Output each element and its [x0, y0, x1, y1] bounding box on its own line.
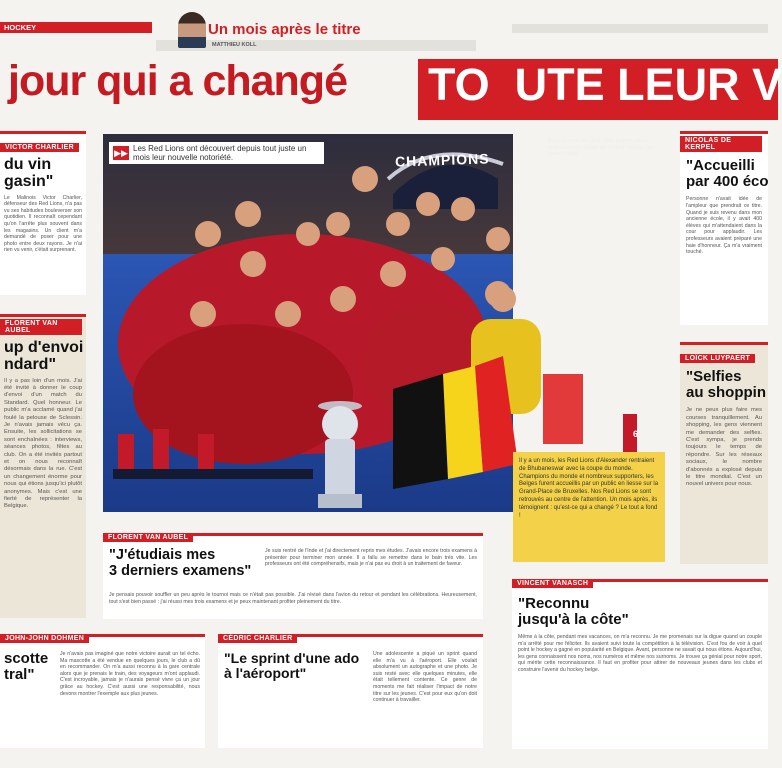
- bottom-mid-tag: CÉDRIC CHARLIER: [218, 634, 297, 643]
- kicker: Un mois après le titre: [208, 21, 361, 38]
- headline-box: [418, 59, 782, 120]
- bottom-left-article: [0, 634, 205, 748]
- right-box-1: [680, 131, 768, 325]
- right-box-2-text: Je ne peux plus faire mes courses tranquillement. Au shopping, les gens viennent me demander des selfies. C'est sympa, je prends toujours le temps de répondre. Sur les réseaux sociaux, le nombre d'abonnés a explosé depuis le titre mondial. C'est un nouvel univers pour nous.: [686, 407, 762, 488]
- bottom-right-text: Même à la côte, pendant mes vacances, on m'a reconnu. Je me promenais sur la digue quand un couple m'a arrêté pour me féliciter. Ils avaient suivi toute la compétition à la télévision. C'est fou de voir à quel point le hockey a gagné en popularité en Belgique. Avant, personne ne savait qui nous étions. Aujourd'hui, les gens connaissent nos noms, nos numéros et même nos surnoms. Je trouve ça génial pour notre sport, qui mérite cette reconnaissance. Il faut en profiter pour attirer de nouveaux jeunes dans les clubs et construire l'avenir du hockey belge.: [518, 634, 762, 673]
- mid-article-headline: "J'étudiais mes 3 derniers examens": [109, 547, 252, 579]
- champions-banner: CHAMPIONS: [394, 150, 490, 170]
- mid-article-tag: FLORENT VAN AUBEL: [103, 533, 193, 542]
- bottom-left-tag: JOHN-JOHN DOHMEN: [0, 634, 89, 643]
- section-bar: [0, 22, 152, 33]
- jersey-number: 6: [633, 429, 639, 439]
- team-photo-art: [103, 134, 513, 512]
- left-box-1: [0, 131, 86, 295]
- right-box-1-text: Personne n'avait idée de l'ampleur que prendrait ce titre. Quand je suis revenu dans mon ancienne école, il y avait 400 élèves qui m'attendaient dans la cour pour applaudir. Les professeurs avaient préparé une haie d'honneur. Ça m'a vraiment touché.: [686, 196, 762, 256]
- bottom-right-headline: "Reconnu jusqu'à la côte": [518, 595, 629, 629]
- bottom-left-text: Je n'avais pas imaginé que notre victoire aurait un tel écho. Ma mascotte a été vendue en quelques jours, le club a dû en recommander. On m'a aussi reconnu à la gare centrale alors que je prenais le train, des voyageurs m'ont applaudi. C'est incroyable, jamais je n'aurais pensé vivre ça un jour grâce au hockey. C'est aussi une responsabilité, nous devons montrer l'exemple aux plus jeunes.: [60, 651, 200, 697]
- left-box-2-tag: FLORENT VAN AUBEL: [0, 319, 82, 335]
- intro-box: Il y a un mois, les Red Lions d'Alexander rentraient de Bhubaneswar avec la coupe du monde. Champions du monde et nombreux supporters, les Belges furent accueillis par un public en liesse sur la Grand-Place de Bruxelles. Nos Red Lions se sont retrouvés au centre de l'attention. Un mois après, ils témoignent : qu'est-ce qui a changé ? Le tout a fond !: [513, 452, 665, 562]
- photo-caption-text: Les Red Lions ont découvert depuis tout juste un mois leur nouvelle notoriété.: [133, 144, 307, 162]
- photo-side-caption: Il y a un mois, les Red Lions étaient sacrés champions du monde de hockey. Depuis, leur vie a changé.: [548, 138, 656, 157]
- bottom-right-article: [512, 579, 768, 749]
- headline-left: jour qui a changé: [8, 57, 347, 105]
- section-tag: HOCKEY: [4, 23, 37, 32]
- mid-article-text-right: Je suis rentré de l'Inde et j'ai directement repris mes études. J'avais encore trois examens à présenter pour terminer mon année. Il a fallu se remettre dans le bain très vite. Les professeurs ont été compréhensifs, mais je n'ai pas eu droit à un traitement de faveur.: [265, 548, 477, 568]
- bottom-left-headline: scotte tral": [4, 650, 49, 684]
- right-box-1-tag: NICOLAS DE KERPEL: [680, 136, 762, 152]
- bottom-mid-text: Une adolescente a piqué un sprint quand elle m'a vu à l'aéroport. Elle voulait absolument un autographe et une photo. Je suis resté avec elle quelques minutes, elle était tellement contente. Ce genre de moments me fait réaliser l'impact de notre titre sur les jeunes. C'est pour eux qu'on doit continuer à travailler.: [373, 651, 477, 704]
- right-box-2-tag: LOÏCK LUYPAERT: [680, 354, 755, 363]
- bottom-right-tag: VINCENT VANASCH: [512, 579, 593, 588]
- bottom-mid-headline: "Le sprint d'une ado à l'aéroport": [224, 650, 360, 682]
- right-box-2: [680, 342, 768, 564]
- photo-caption-badge: [109, 142, 324, 164]
- top-right-rule: [512, 24, 768, 33]
- byline: MATTHIEU KOLL: [212, 42, 257, 48]
- left-box-2-headline: up d'envoi ndard": [4, 339, 84, 374]
- fast-forward-icon: ▶▶: [114, 148, 128, 158]
- mid-article-text-bottom: Je pensais pouvoir souffler un peu après le tournoi mais ce n'était pas possible. J'ai révisé dans l'avion du retour et pendant les célébrations. Heureusement, tout s'est bien passé : j'ai réussi mes trois examens et je peux maintenant profiter pleinement du titre.: [109, 592, 477, 605]
- mid-article: [103, 533, 483, 619]
- left-box-1-tag: VICTOR CHARLIER: [0, 143, 79, 152]
- right-box-2-headline: "Selfies au shoppin: [686, 368, 766, 402]
- left-box-1-headline: du vin gasin": [4, 156, 54, 191]
- headline-box-text: TO UTE LEUR V: [428, 59, 782, 110]
- bottom-mid-article: [218, 634, 483, 748]
- left-box-1-text: Le Malinois Victor Charlier, défenseur des Red Lions, n'a pas vu ses habitudes bouleverser son quotidien. Il reconnaît cependant qu'on l'arrête plus souvent dans les magasins. Un client m'a demandé de poser pour une photo entre deux rayons. Je n'ai rien vu venir, c'était surprenant.: [4, 194, 82, 254]
- left-box-2-text: Il y a pas loin d'un mois. J'ai été invité à donner le coup d'envoi d'un match du Standard. Quel honneur. Le public m'a acclamé quand j'ai foulé la pelouse de Sclessin. Je n'avais jamais vécu ça. Ensuite, les sollicitations se sont enchaînées : interviews, séances photos, fêtes au club. On a été invités partout et on nous reconnaît désormais dans la rue. C'est un changement énorme pour nous qui étions jusqu'ici plutôt anonymes. Mais c'est une fierté de représenter la Belgique.: [4, 377, 82, 510]
- right-box-1-headline: "Accueilli par 400 éco: [686, 157, 769, 191]
- left-box-2: [0, 314, 86, 618]
- author-photo: [178, 12, 206, 48]
